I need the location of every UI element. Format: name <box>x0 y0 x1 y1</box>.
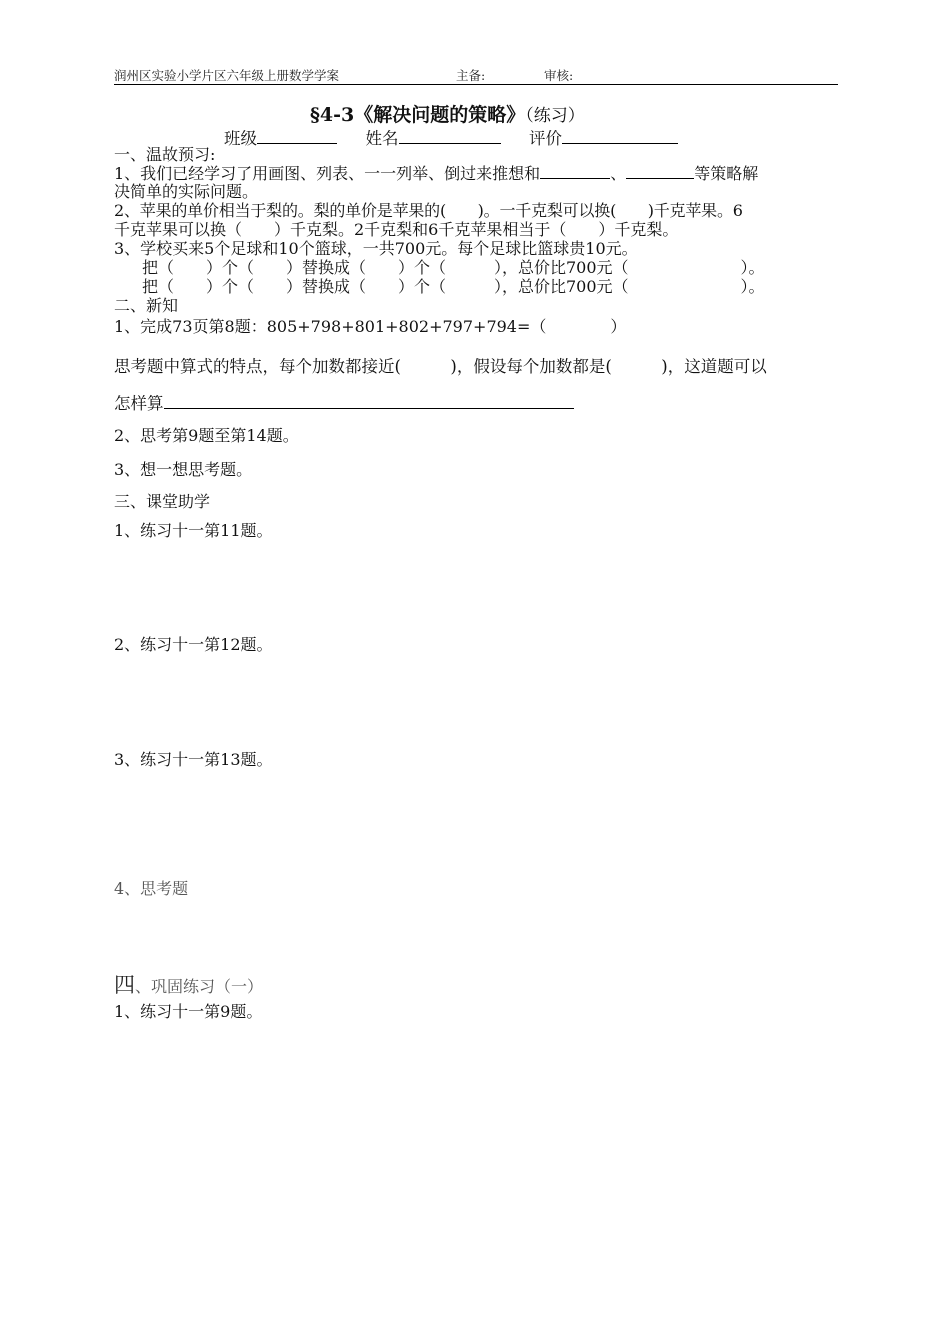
class-field[interactable] <box>257 129 337 144</box>
s3-q3: 3、练习十一第13题。 <box>114 750 273 769</box>
header-school: 润州区实验小学片区六年级上册数学学案 <box>114 68 340 83</box>
header-rule <box>114 84 838 85</box>
section4-heading-num: 四 <box>114 973 135 997</box>
s1-q1-blank-2[interactable] <box>626 164 694 179</box>
title-main: §4-3《解决问题的策略》 <box>310 104 526 126</box>
s1-q1-text-b: 等策略解 <box>694 164 759 183</box>
s3-q1: 1、练习十一第11题。 <box>114 521 273 540</box>
s2-think-answer-line[interactable] <box>164 394 574 409</box>
s2-think-label: 怎样算 <box>114 394 164 413</box>
s1-q2-line1: 2、苹果的单价相当于梨的。梨的单价是苹果的( )。一千克梨可以换( )千克苹果。6 <box>114 201 743 220</box>
s2-q2: 2、思考第9题至第14题。 <box>114 426 299 445</box>
name-field[interactable] <box>399 129 501 144</box>
class-label: 班级 <box>224 129 257 148</box>
s3-q4: 4、思考题 <box>114 879 189 898</box>
s1-q1-blank-1[interactable] <box>540 164 610 179</box>
eval-label: 评价 <box>529 129 562 148</box>
section4-heading-text: 、巩固练习（一） <box>135 977 264 996</box>
eval-field[interactable] <box>562 129 678 144</box>
s3-q2: 2、练习十一第12题。 <box>114 635 273 654</box>
s1-q1-line1 <box>114 164 758 183</box>
s1-q2-line2: 千克苹果可以换（ ）千克梨。2千克梨和6千克苹果相当于（ ）千克梨。 <box>114 220 679 239</box>
title-suffix: （练习） <box>525 106 585 126</box>
s1-q3-line3: 把（ ）个（ ）替换成（ ）个（ ），总价比700元（ ）。 <box>142 277 765 296</box>
s4-q1: 1、练习十一第9题。 <box>114 1002 263 1021</box>
header-reviewer: 审核: <box>544 68 574 83</box>
page-title <box>310 100 585 127</box>
s2-q3: 3、想一想思考题。 <box>114 460 253 479</box>
section4-heading <box>114 973 264 997</box>
section1-heading: 一、温故预习: <box>114 145 216 164</box>
student-info <box>224 125 678 149</box>
s1-q1-sep: 、 <box>610 164 627 183</box>
s1-q1-line2: 决简单的实际问题。 <box>114 182 259 201</box>
s1-q3-line1: 3、学校买来5个足球和10个篮球，一共700元。每个足球比篮球贵10元。 <box>114 239 638 258</box>
s1-q1-text-a: 1、我们已经学习了用画图、列表、一一列举、倒过来推想和 <box>114 164 541 183</box>
s2-q1: 1、完成73页第8题：805+798+801+802+797+794=（ ） <box>114 317 627 336</box>
s2-think-line2 <box>114 390 574 414</box>
s2-think-line1: 思考题中算式的特点，每个加数都接近( )，假设每个加数都是( )，这道题可以 <box>114 357 767 376</box>
name-label: 姓名 <box>365 129 399 148</box>
section3-heading: 三、课堂助学 <box>114 492 211 511</box>
s1-q3-line2: 把（ ）个（ ）替换成（ ）个（ ），总价比700元（ ）。 <box>142 258 765 277</box>
section2-heading: 二、新知 <box>114 296 179 315</box>
header-preparer: 主备: <box>456 68 486 83</box>
